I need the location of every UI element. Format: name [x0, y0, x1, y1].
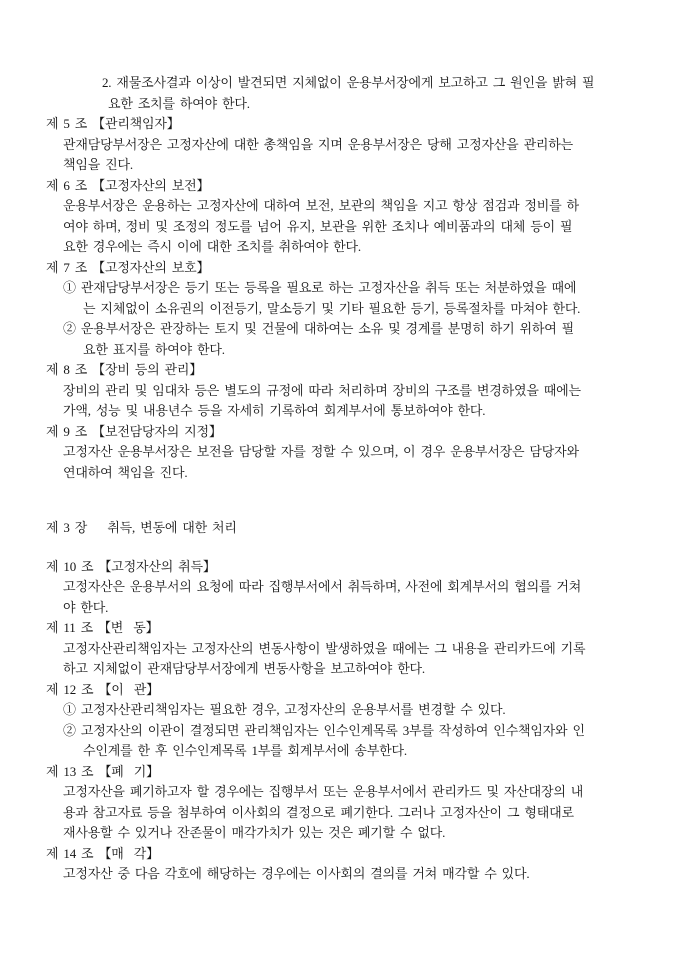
article-heading: 제 11 조 【변 동】 [46, 620, 159, 635]
circled-list-item-continuation: 는 지체없이 소유권의 이전등기, 말소등기 및 기타 필요한 등기, 등록절차를 마쳐야 한다. [83, 300, 581, 316]
body-text-line: 하고 지체없이 관재담당부서장에게 변동사항을 보고하여야 한다. [63, 661, 425, 676]
article-heading: 제 9 조 【보전담당자의 지정】 [46, 423, 222, 439]
article-heading: 제 14 조 【매 각】 [46, 845, 159, 861]
body-text-line: 고정자산을 폐기하고자 할 경우에는 집행부서 또는 운용부서에서 관리카드 및 자산대장의 내 [63, 784, 584, 799]
body-text-line: 운용부서장은 운용하는 고정자산에 대하여 보전, 보관의 책임을 지고 항상 점검과 정비를 하 [63, 198, 579, 213]
body-text-line: 장비의 관리 및 임대차 등은 별도의 규정에 따라 처리하며 장비의 구조를 변경하였을 때에는 [63, 382, 581, 398]
circled-list-item-continuation: 요한 표지를 하여야 한다. [83, 341, 225, 357]
body-text-line: 재사용할 수 있거나 잔존물이 매각가치가 있는 것은 폐기할 수 없다. [63, 825, 446, 840]
article-heading: 제 7 조 【고정자산의 보호】 [46, 259, 210, 275]
article-heading: 제 10 조 【고정자산의 취득】 [46, 558, 216, 574]
article-heading: 제 8 조 【장비 등의 관리】 [46, 362, 203, 377]
article-heading: 제 12 조 【이 관】 [46, 681, 159, 697]
article-heading: 제 6 조 【고정자산의 보전】 [46, 177, 210, 193]
body-text-line: 고정자산관리책임자는 고정자산의 변동사항이 발생하였을 때에는 그 내용을 관리카드에 기록 [63, 640, 586, 656]
body-text-line: 여야 하며, 정비 및 조정의 정도를 넘어 유지, 보관을 위한 조치나 예비품과의 대체 등이 필 [63, 218, 573, 234]
circled-list-item: ② 고정자산의 이관이 결정되면 관리책임자는 인수인계목록 3부를 작성하여 인수책임자와 인 [63, 722, 585, 738]
body-text-line: 야 한다. [63, 599, 109, 615]
circled-list-item: ② 운용부서장은 관장하는 토지 및 건물에 대하여는 소유 및 경계를 분명히 하기 위하여 필 [63, 321, 574, 336]
body-text-line: 관재담당부서장은 고정자산에 대한 총책임을 지며 운용부서장은 당해 고정자산을 관리하는 [63, 136, 574, 152]
circled-list-item-continuation: 수인계를 한 후 인수인계목록 1부를 회계부서에 송부한다. [83, 743, 407, 758]
circled-list-item: ① 고정자산관리책임자는 필요한 경우, 고정자산의 운용부서를 변경할 수 있다. [63, 702, 506, 717]
numbered-list-item-continuation: 요한 조치를 하여야 한다. [108, 95, 250, 111]
body-text-line: 가액, 성능 및 내용년수 등을 자세히 기록하여 회계부서에 통보하여야 한다. [63, 403, 486, 418]
body-text-line: 고정자산은 운용부서의 요청에 따라 집행부서에서 취득하며, 사전에 회계부서의 협의를 거쳐 [63, 579, 582, 594]
body-text-line: 고정자산 운용부서장은 보전을 담당할 자를 정할 수 있으며, 이 경우 운용부서장은 담당자와 [63, 444, 579, 459]
body-text-line: 요한 경우에는 즉시 이에 대한 조치를 취하여야 한다. [63, 239, 361, 254]
body-text-line: 연대하여 책임을 진다. [63, 464, 188, 480]
article-heading: 제 13 조 【폐 기】 [46, 763, 159, 779]
numbered-list-item: 2. 재물조사결과 이상이 발견되면 지체없이 운용부서장에게 보고하고 그 원인을 밝혀 필 [102, 75, 595, 90]
body-text-line: 고정자산 중 다음 각호에 해당하는 경우에는 이사회의 결의를 거쳐 매각할 수 있다. [63, 866, 530, 881]
body-text-line: 용과 참고자료 등을 첨부하여 이사회의 결정으로 폐기한다. 그러나 고정자산이 그 형태대로 [63, 804, 574, 820]
article-heading: 제 5 조 【관리책임자】 [46, 116, 180, 131]
chapter-heading: 제 3 장 취득, 변동에 대한 처리 [46, 520, 237, 535]
body-text-line: 책임을 진다. [63, 157, 133, 172]
circled-list-item: ① 관재담당부서장은 등기 또는 등록을 필요로 하는 고정자산을 취득 또는 처분하였을 때에 [63, 280, 577, 295]
